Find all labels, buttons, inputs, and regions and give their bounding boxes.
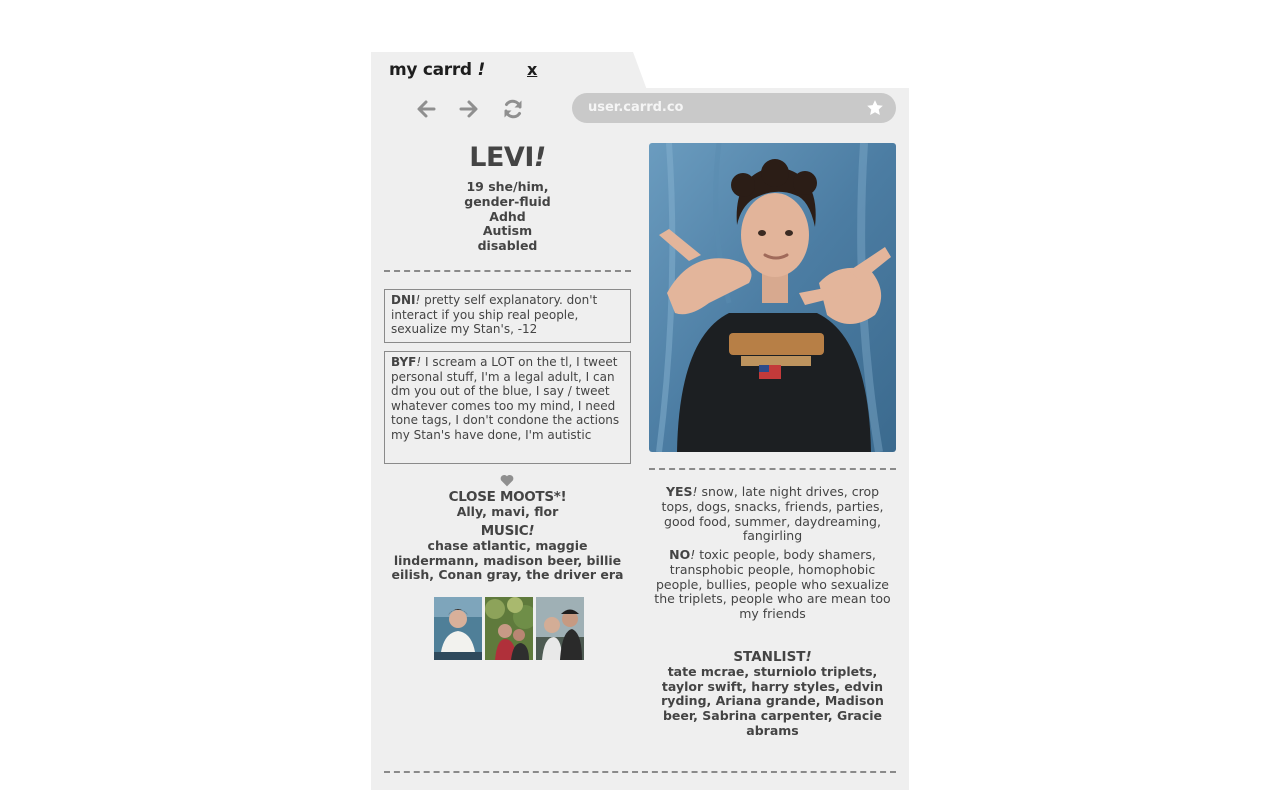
stanlist-heading: STANLIST! (733, 649, 812, 665)
music-section (384, 524, 631, 583)
dni-box: DNI! pretty self explanatory. don't interact if you ship real people, sexualize my Stan's, -12 (384, 289, 631, 343)
identity-list (384, 180, 631, 254)
close-moots-heading: CLOSE MOOTS*! (448, 489, 567, 505)
browser-toolbar (371, 88, 909, 132)
music-text: chase atlantic, maggie lindermann, madison beer, billie eilish, Conan gray, the driver era (391, 537, 624, 583)
forward-arrow-icon (459, 99, 479, 119)
stanlist-section (649, 650, 896, 739)
thumbnail-photo (485, 597, 533, 660)
tab-close-button[interactable]: x (527, 60, 538, 79)
back-button[interactable] (413, 96, 439, 122)
divider (384, 771, 896, 773)
thumbnail-photo (536, 597, 584, 660)
identity-line: Adhd (489, 208, 526, 224)
divider (384, 270, 631, 272)
profile-photo (649, 143, 896, 452)
identity-line: Autism (482, 223, 533, 239)
profile-name: LEVI! (469, 142, 546, 173)
star-icon[interactable] (866, 99, 884, 117)
identity-line: 19 she/him, (466, 179, 549, 194)
identity-line: disabled (477, 238, 538, 254)
back-arrow-icon (416, 99, 436, 119)
music-heading: MUSIC! (480, 523, 535, 539)
close-moots-section (384, 490, 631, 520)
divider (649, 468, 896, 470)
no-section: NO! toxic people, body shamers, transphobic people, homophobic people, bullies, people who sexualize the triplets, people who are mean too my friends (654, 547, 891, 622)
byf-box: BYF! I scream a LOT on the tl, I tweet personal stuff, I'm a legal adult, I can dm you out of the blue, I say / tweet whatever comes too my mind, I need tone tags, I don't condone the actions my Stan's have done, I'm autistic (384, 351, 631, 464)
refresh-icon (502, 98, 524, 120)
refresh-button[interactable] (500, 96, 526, 122)
heart-icon (500, 474, 514, 487)
close-moots-text: Ally, mavi, flor (456, 503, 559, 519)
thumbnail-photo (434, 597, 482, 660)
tab-title: my carrd ! (389, 60, 485, 80)
yes-section: YES! snow, late night drives, crop tops, dogs, snacks, friends, parties, good food, summer, daydreaming, fangirling (661, 484, 884, 544)
url-text: user.carrd.co (588, 100, 684, 115)
stanlist-text: tate mcrae, sturniolo triplets, taylor swift, harry styles, edvin ryding, Ariana grande, Madison beer, Sabrina carpenter, Gracie abrams (661, 663, 884, 738)
forward-button[interactable] (456, 96, 482, 122)
identity-line: gender-fluid (464, 193, 551, 209)
browser-window (371, 88, 909, 790)
browser-tab[interactable] (371, 52, 633, 90)
photo-strip (434, 597, 584, 660)
address-bar[interactable] (572, 93, 896, 123)
